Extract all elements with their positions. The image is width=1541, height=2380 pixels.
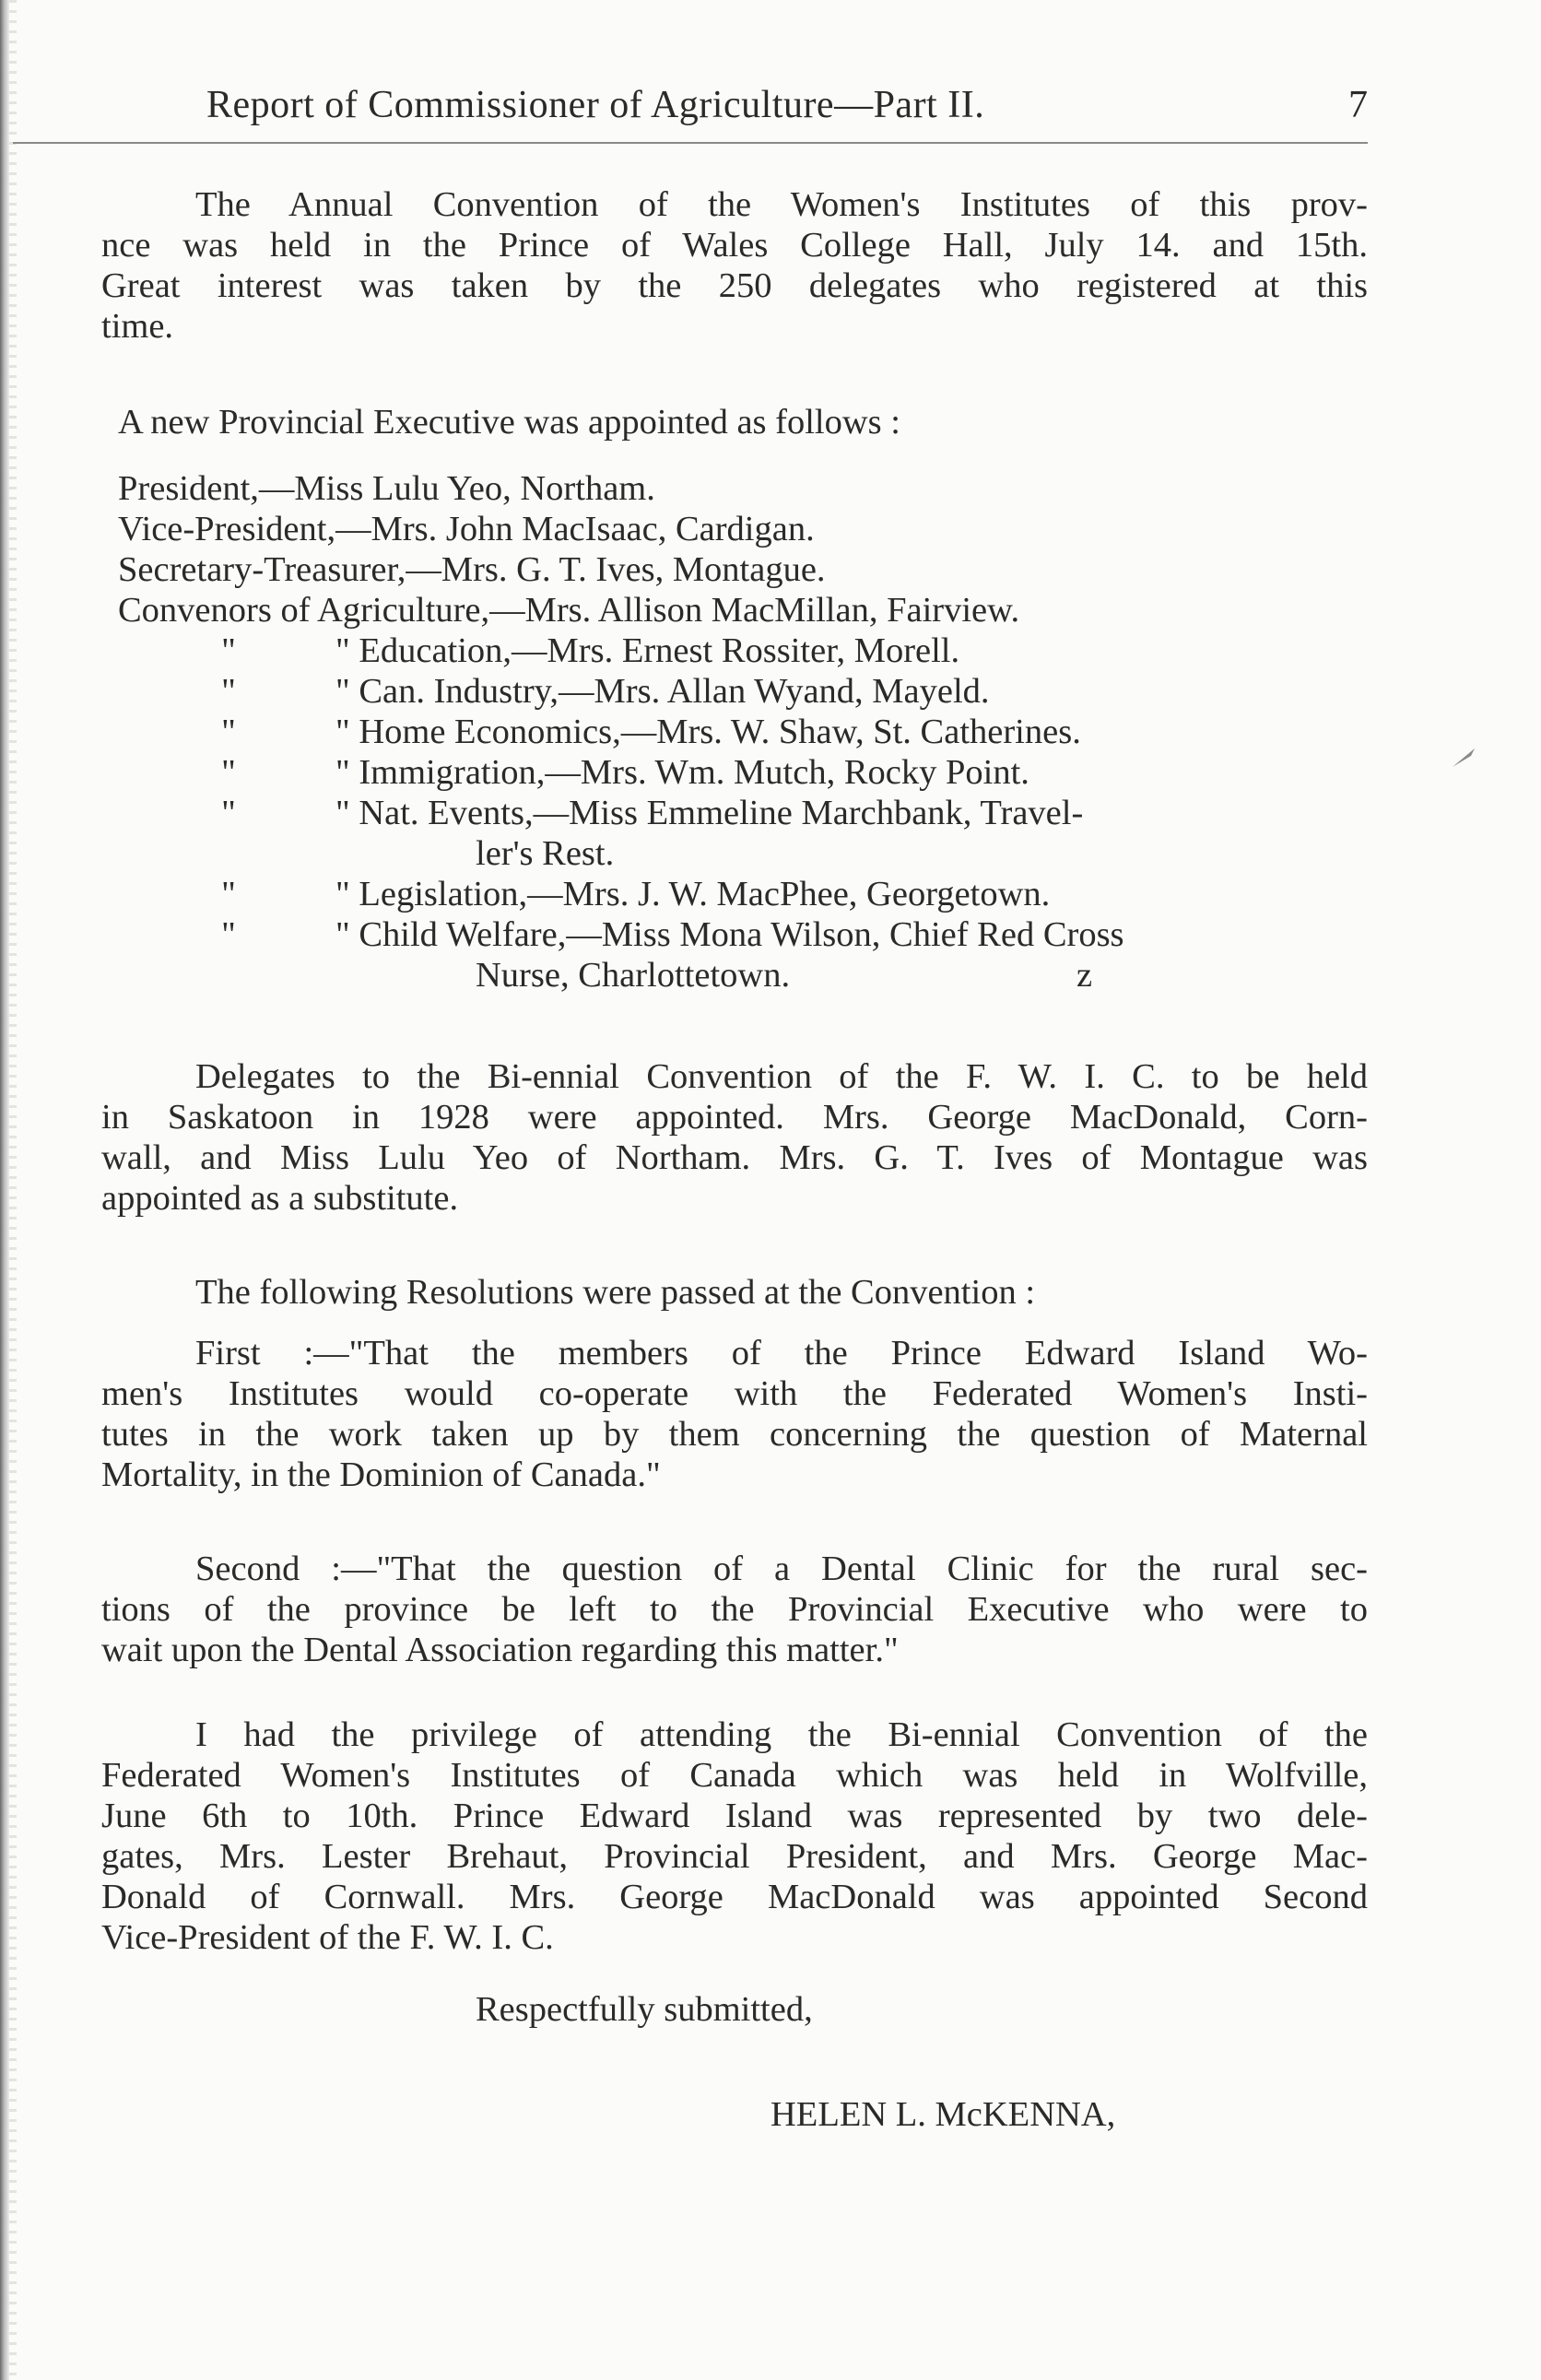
header-rule bbox=[13, 142, 1368, 144]
paragraph-first-resolution bbox=[101, 1333, 1368, 1495]
exec-nat-events-cont: ler's Rest. bbox=[476, 834, 615, 873]
text-line: The Annual Convention of the Women's Institutes of this prov- bbox=[195, 185, 1368, 224]
resolutions-intro: The following Resolutions were passed at the Convention : bbox=[195, 1273, 1036, 1312]
running-header bbox=[206, 83, 1368, 138]
text-line: tions of the province be left to the Provincial Executive who were to bbox=[101, 1590, 1368, 1629]
ditto-mark: " bbox=[221, 753, 236, 792]
text-line: nce was held in the Prince of Wales College Hall, July 14. and 15th. bbox=[101, 226, 1368, 265]
exec-convenors-agriculture: Convenors of Agriculture,—Mrs. Allison MacMillan, Fairview. bbox=[118, 591, 1020, 630]
exec-child-welfare: " Child Welfare,—Miss Mona Wilson, Chief Red Cross bbox=[335, 915, 1124, 954]
stray-pen-mark bbox=[1451, 745, 1478, 771]
text-line: Donald of Cornwall. Mrs. George MacDonald was appointed Second bbox=[101, 1878, 1368, 1916]
text-line: Federated Women's Institutes of Canada which was held in Wolfville, bbox=[101, 1756, 1368, 1795]
executive-intro: A new Provincial Executive was appointed as follows : bbox=[118, 403, 900, 442]
page-binding-edge bbox=[0, 0, 9, 2380]
ditto-mark: " bbox=[221, 915, 236, 954]
text-line: Great interest was taken by the 250 delegates who registered at this bbox=[101, 266, 1368, 305]
text-line: men's Institutes would co-operate with the Federated Women's Insti- bbox=[101, 1374, 1368, 1413]
ditto-mark: " bbox=[221, 672, 236, 711]
page-number: 7 bbox=[1348, 84, 1368, 126]
text-line: Delegates to the Bi-ennial Convention of the F. W. I. C. to be held bbox=[195, 1057, 1368, 1096]
exec-legislation: " Legislation,—Mrs. J. W. MacPhee, Georgetown. bbox=[335, 875, 1051, 913]
signature-name: HELEN L. McKENNA, bbox=[770, 2095, 1116, 2134]
text-line: gates, Mrs. Lester Brehaut, Provincial President, and Mrs. George Mac- bbox=[101, 1837, 1368, 1876]
paragraph-biennial bbox=[101, 1714, 1368, 1958]
text-line: Vice-President of the F. W. I. C. bbox=[101, 1918, 554, 1957]
exec-education: " Education,—Mrs. Ernest Rossiter, Morell. bbox=[335, 631, 960, 670]
paragraph-delegates bbox=[101, 1056, 1368, 1219]
text-line: Mortality, in the Dominion of Canada." bbox=[101, 1455, 661, 1494]
text-line: appointed as a substitute. bbox=[101, 1179, 459, 1218]
text-line: I had the privilege of attending the Bi-ennial Convention of the bbox=[195, 1715, 1368, 1754]
ditto-mark: " bbox=[221, 631, 236, 670]
ditto-mark: " bbox=[221, 713, 236, 751]
text-line: wall, and Miss Lulu Yeo of Northam. Mrs. G. T. Ives of Montague was bbox=[101, 1138, 1368, 1177]
text-line: time. bbox=[101, 307, 174, 346]
page-binding-shadow bbox=[9, 0, 17, 2380]
paragraph-second-resolution bbox=[101, 1549, 1368, 1670]
exec-president: President,—Miss Lulu Yeo, Northam. bbox=[118, 469, 655, 508]
ditto-mark: " bbox=[221, 794, 236, 832]
text-line: First :—"That the members of the Prince Edward Island Wo- bbox=[195, 1334, 1368, 1373]
exec-can-industry: " Can. Industry,—Mrs. Allan Wyand, Mayeld. bbox=[335, 672, 990, 711]
exec-nat-events: " Nat. Events,—Miss Emmeline Marchbank, Travel- bbox=[335, 794, 1084, 832]
header-title: Report of Commissioner of Agriculture—Part II. bbox=[206, 84, 985, 126]
text-line: June 6th to 10th. Prince Edward Island was represented by two dele- bbox=[101, 1797, 1368, 1835]
text-line: wait upon the Dental Association regarding this matter." bbox=[101, 1631, 899, 1669]
text-line: Second :—"That the question of a Dental Clinic for the rural sec- bbox=[195, 1549, 1368, 1588]
closing-respectfully: Respectfully submitted, bbox=[476, 1990, 813, 2029]
exec-home-economics: " Home Economics,—Mrs. W. Shaw, St. Catherines. bbox=[335, 713, 1081, 751]
text-line: in Saskatoon in 1928 were appointed. Mrs. George MacDonald, Corn- bbox=[101, 1098, 1368, 1137]
exec-vice-president: Vice-President,—Mrs. John MacIsaac, Cardigan. bbox=[118, 510, 815, 548]
exec-child-welfare-cont: Nurse, Charlottetown. bbox=[476, 956, 791, 995]
exec-secretary-treasurer: Secretary-Treasurer,—Mrs. G. T. Ives, Montague. bbox=[118, 550, 826, 589]
ditto-mark: " bbox=[221, 875, 236, 913]
paragraph-convention bbox=[101, 184, 1368, 347]
stray-mark: z bbox=[1076, 956, 1093, 995]
exec-immigration: " Immigration,—Mrs. Wm. Mutch, Rocky Point. bbox=[335, 753, 1029, 792]
text-line: tutes in the work taken up by them concerning the question of Maternal bbox=[101, 1415, 1368, 1454]
